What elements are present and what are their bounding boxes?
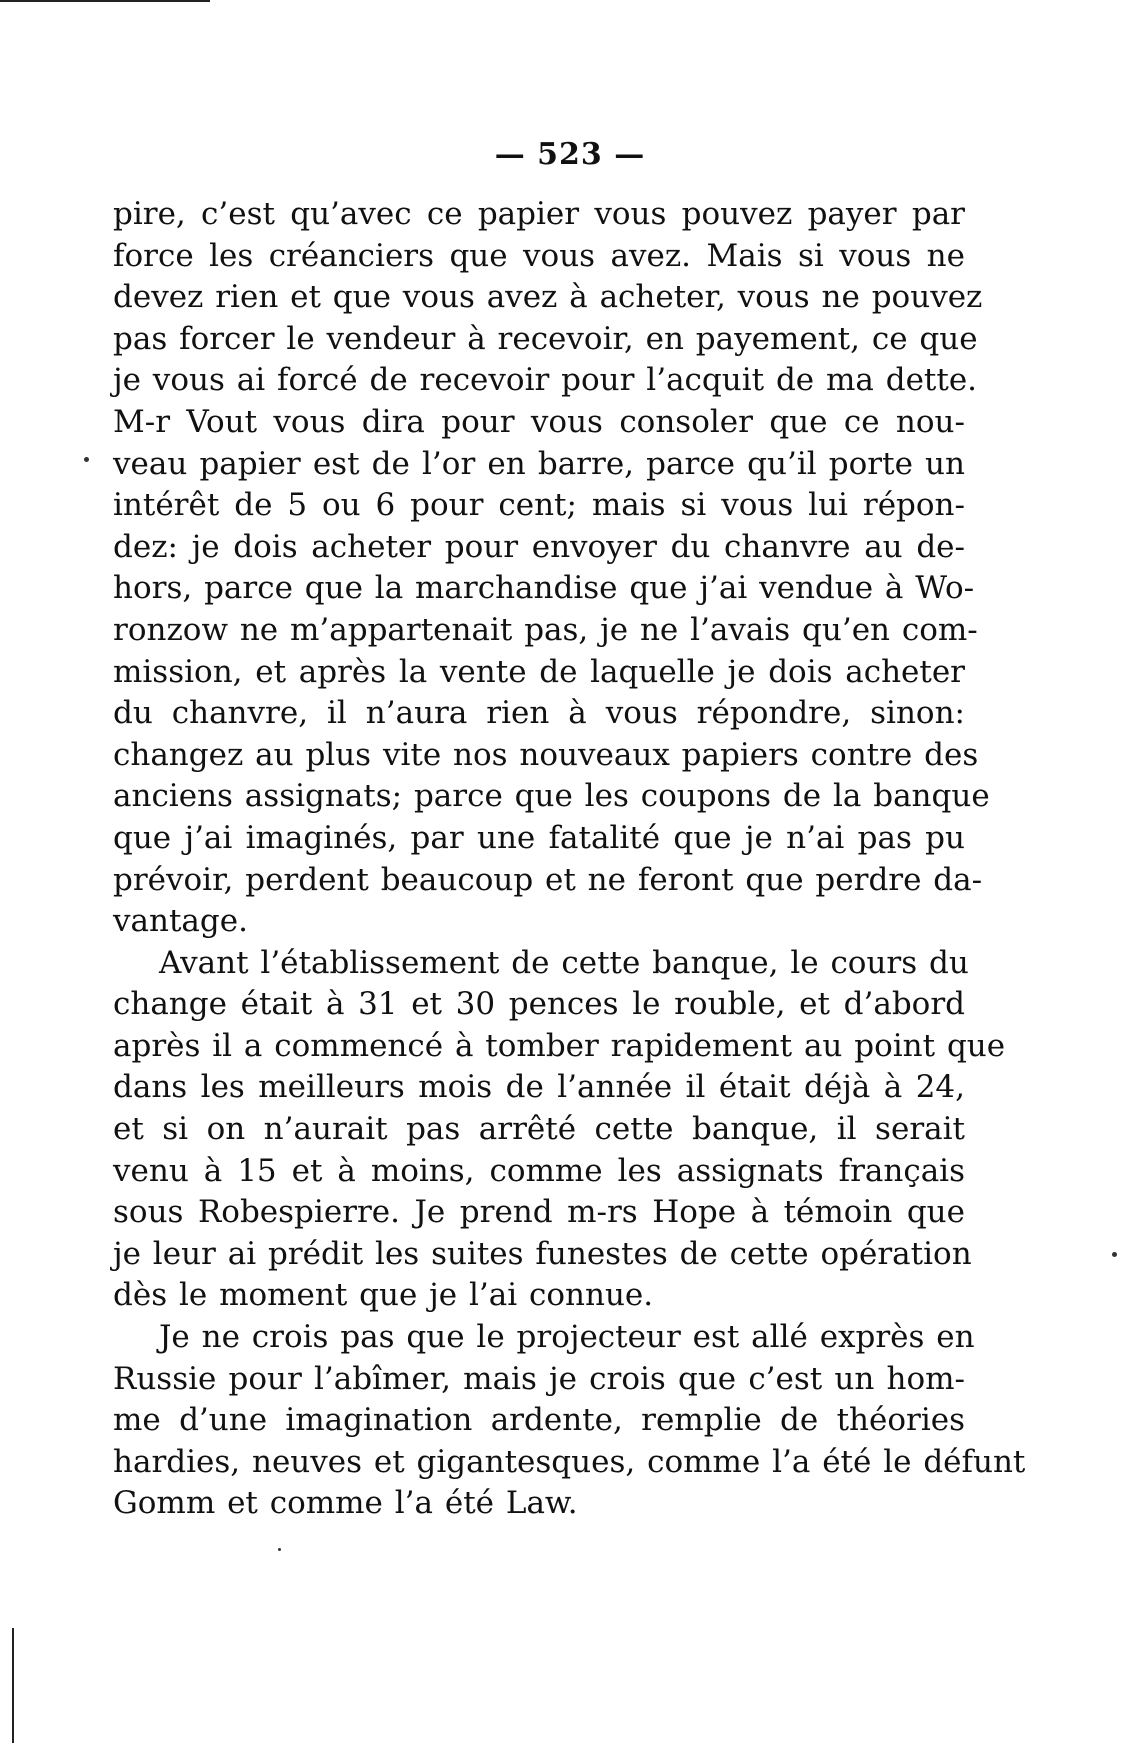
ink-speck bbox=[84, 457, 89, 462]
text-line: changez au plus vite nos nouveaux papiers contre des bbox=[113, 736, 979, 773]
paragraph-start-line: Je ne crois pas que le projecteur est allé exprès en bbox=[159, 1319, 975, 1356]
text-line: force les créanciers que vous avez. Mais si vous ne bbox=[113, 237, 965, 274]
text-line: pas forcer le vendeur à recevoir, en payement, ce que bbox=[113, 320, 978, 357]
text-line: venu à 15 et à moins, comme les assignats français bbox=[113, 1152, 965, 1189]
paragraph-end-line: dès le moment que je l’ai connue. bbox=[113, 1277, 654, 1314]
text-line: après il a commencé à tomber rapidement au point que bbox=[113, 1027, 1006, 1064]
text-line: anciens assignats; parce que les coupons de la banque bbox=[113, 778, 990, 815]
text-line: je leur ai prédit les suites funestes de cette opération bbox=[113, 1235, 972, 1272]
text-line: je vous ai forcé de recevoir pour l’acquit de ma dette. bbox=[113, 362, 978, 399]
text-line: prévoir, perdent beaucoup et ne feront que perdre da- bbox=[113, 861, 983, 898]
ink-speck bbox=[1112, 1252, 1117, 1257]
text-line: du chanvre, il n’aura rien à vous répondre, sinon: bbox=[113, 695, 965, 732]
text-line: sous Robespierre. Je prend m-rs Hope à témoin que bbox=[113, 1194, 965, 1231]
text-line: et si on n’aurait pas arrêté cette banque, il serait bbox=[113, 1111, 965, 1148]
text-line: change était à 31 et 30 pences le rouble, et d’abord bbox=[113, 986, 965, 1023]
text-line: dez: je dois acheter pour envoyer du chanvre au de- bbox=[113, 528, 965, 565]
text-line: hors, parce que la marchandise que j’ai vendue à Wo- bbox=[113, 570, 975, 607]
text-line: intérêt de 5 ou 6 pour cent; mais si vous lui répon- bbox=[113, 487, 965, 524]
text-line: hardies, neuves et gigantesques, comme l’a été le défunt bbox=[113, 1443, 1026, 1480]
paragraph-start-line: Avant l’établissement de cette banque, le cours du bbox=[159, 944, 969, 981]
text-line: que j’ai imaginés, par une fatalité que je n’ai pas pu bbox=[113, 819, 965, 856]
text-line: ronzow ne m’appartenait pas, je ne l’avais qu’en com- bbox=[113, 611, 978, 648]
ink-speck bbox=[278, 1548, 281, 1551]
text-line: Russie pour l’abîmer, mais je crois que c’est un hom- bbox=[113, 1360, 965, 1397]
paragraph-end-line: Gomm et comme l’a été Law. bbox=[113, 1485, 578, 1522]
text-line: pire, c’est qu’avec ce papier vous pouvez payer par bbox=[113, 196, 965, 232]
text-line: me d’une imagination ardente, remplie de théories bbox=[113, 1402, 965, 1439]
text-line: veau papier est de l’or en barre, parce qu’il porte un bbox=[113, 445, 965, 482]
paragraph-end-line: vantage. bbox=[113, 903, 248, 940]
page-number: — 523 — bbox=[494, 137, 646, 172]
text-line: dans les meilleurs mois de l’année il était déjà à 24, bbox=[113, 1069, 965, 1106]
text-line: M-r Vout vous dira pour vous consoler que ce nou- bbox=[113, 403, 965, 440]
top-edge-rule bbox=[0, 0, 210, 2]
body-text bbox=[113, 194, 1026, 1525]
scan-edge-mark bbox=[12, 1628, 14, 1743]
text-line: devez rien et que vous avez à acheter, vous ne pouvez bbox=[113, 279, 983, 316]
text-line: mission, et après la vente de laquelle je dois acheter bbox=[113, 653, 965, 690]
